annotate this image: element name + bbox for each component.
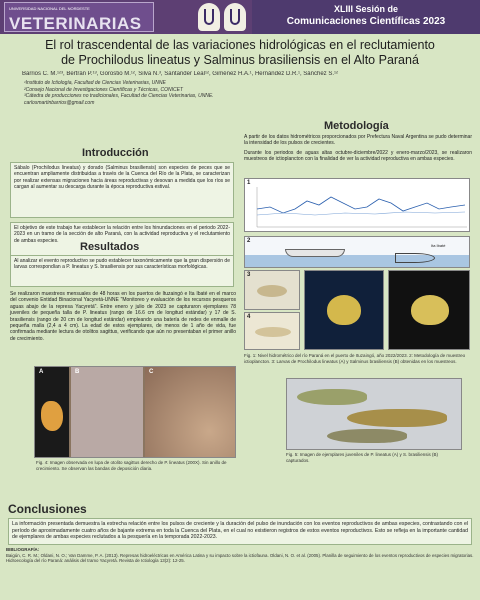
hydrometric-chart (244, 178, 470, 232)
hydrometric-line-chart (245, 179, 470, 232)
sampling-diagram (244, 236, 470, 268)
conclusions-heading: Conclusiones (8, 502, 87, 516)
affiliation-1: ¹Instituto de Ictiología, Facultad de Ciencias Veterinarias, UNNE (24, 80, 166, 86)
references (6, 547, 474, 564)
session-banner (252, 0, 480, 34)
methods-paragraph-2: Durante los periodos de aguas altas octubre-diciembre/2022 y enero-marzo/2023, se realizaron muestreos de ictioplancton con la finalidad de ver la actividad reproductiva en ambas especies. (244, 150, 472, 163)
fish-icon (297, 389, 367, 405)
results-paragraph-2: Se realizaron muestreos mensuales de 48 horas en los puertos de Ituzaingó e Ita Ibaté en el marco del convenio Entidad Binacional Yacyretá-UNNE "Monitoreo y evaluación de los recursos pesqueros aguas abajo de la represa Yacyretá". Entre enero y julio de 2023 se capturaron ejemplares 78 juveniles de pequeña talla de P. lineatus (rango de 16.6 cm de longitud estándar) y 17 de S. brasiliensis (rango de 20 cm de longitud estándar) empleando una batería de redes de enmalle de pequeña malla (2,4 a 4 cm). La edad de estos ejemplares, de menos de 1 año de vida, fue confirmada mediante lectura de otolitos sagittus, verificando que aún no presentaban el primer anillo de crecimiento. (10, 291, 236, 342)
methods-heading: Metodología (324, 120, 389, 132)
methods-caption: Fig. 1: Nivel hidrométrico del río Paraná en el puerto de Ituzaingó, año 2022/2023. 2: Metodología de muestreo ictioplancton. 3: Larvas de Prochilodus lineatus (A) y Salminus brasiliensis (B) obtenidas en los muestreos. (244, 353, 466, 364)
intro-paragraph-2: El objetivo de este trabajo fue establecer la relación entre los hinundaciones en el periodo 2022-2023 en un tramo de la sección de alto Paraná, con la actividad reproductiva y el reclutamiento de ambas especies. (10, 222, 234, 258)
panel-label: 2 (247, 238, 251, 244)
panel-label: A (39, 369, 44, 375)
title-line-1: El rol trascendental de las variaciones hidrológicas en el reclutamiento (45, 38, 435, 52)
conclusions-box (8, 518, 472, 545)
unne-emblem-icon (198, 3, 220, 31)
title-line-2: de Prochilodus lineatus y Salminus brasiliensis en el Alto Paraná (61, 53, 419, 67)
fish-icon (347, 409, 447, 427)
methods-paragraph-1: A partir de los datos hidrométricos proporcionados por Prefectura Naval Argentina se pudo determinar la intensidad de los pulsos de crecientes. (244, 134, 472, 147)
authors: Barrios C. M.¹²³, Bertrán P.¹³, Gorostio M.¹², Silva N.³, Santander Leal¹², Giménez H.A.¹, Hernández D.R.¹, Sánchez S.¹² (22, 71, 338, 77)
river-water (245, 255, 470, 268)
session-name: Comunicaciones Científicas 2023 (286, 16, 446, 27)
affiliations (24, 80, 214, 106)
session-number: XLIII Sesión de (333, 4, 398, 14)
intro-heading: Introducción (82, 147, 149, 159)
otolith-figure (34, 366, 236, 458)
larva-photo-b (304, 270, 384, 350)
faculty-wordmark: VETERINARIAS (9, 14, 142, 33)
references-heading: BIBLIOGRAFÍA: (6, 547, 40, 552)
fish-caption: Fig. 5: Imagen de ejemplares juveniles de P. lineatus (A) y S. brasiliensis (B) capturados. (286, 452, 438, 463)
larva-photo-d (388, 270, 470, 350)
faculty-logo (4, 2, 154, 32)
references-text: Baigún, C. R. M.; Oldani, N. O.; Van Damme, P. A. (2013). Represas hidroeléctricas en América Latina y su impacto sobre la ictiofauna. Oldani, N. O. et al. (2005). Planilla de seguimiento de los eventos reproductivos de especies migratorias. Hidroecología del río Paraná: análisis del tramo Yacyretá. Revista de Ictiología 13(2): 12-25. (6, 552, 474, 564)
fish-photo (286, 378, 462, 450)
otolith-image (41, 401, 63, 431)
panel-label: C (149, 369, 154, 375)
affiliation-2: ²Consejo Nacional de Investigaciones Científicas y Técnicas, CONICET (24, 86, 183, 93)
panel-label: 4 (247, 314, 251, 320)
panel-label: 3 (247, 272, 251, 278)
university-name: UNIVERSIDAD NACIONAL DEL NORDESTE (9, 6, 90, 11)
intro-paragraph-1: Sábalo (Prochilodus lineatus) y dorado (Salminus brasiliensis) son especies de peces que se encuentran ampliamente distribuidas a través de la Cuenca del Río de la Plata, se caracterizan por realizar extensas migraciones hacia áreas reproductivas y desovan a medida que los ríos se cargan al aumentar su descarga durante la época reproductiva estival. (10, 162, 234, 218)
shield-icon (224, 3, 246, 31)
larva-photo-a (244, 270, 300, 310)
boat-icon (285, 249, 345, 257)
results-heading: Resultados (80, 241, 140, 253)
contact-email: carlosmartinbarrios@gmail.com (24, 99, 95, 106)
panel-label: 1 (247, 180, 251, 186)
larva-photo-c (244, 312, 300, 350)
poster-title (6, 38, 474, 68)
plankton-net-icon (395, 253, 435, 263)
results-paragraph-1: Al analizar el evento reproductivo se pudo establecer taxonómicamente que la gran dispersión de larvas correspondían a P. lineatus y S. brasiliensis por sus características morfológicas. (10, 255, 234, 287)
fish-icon (327, 429, 407, 443)
affiliation-3: ³Cátedra de producciones no tradicionales, Facultad de Ciencias Veterinarias, UNNE. (24, 93, 214, 99)
poster-header (0, 0, 480, 34)
otolith-caption: Fig. 4: Imagen observada en lupa de otolito sagittus derecho de P. lineatus (200X). Sin anillo de crecimiento. Se observan las bandas de deposición diaria. (36, 460, 227, 471)
panel-label: B (75, 369, 80, 375)
conclusions-text: La información presentada demuestra la estrecha relación entre los pulsos de creciente y la duración del pulso de inundación con los eventos reproductivos de ambas especies, contrastando con el período de aproximadamente cuatro años de bajante extrema en toda la Cuenca del Plata, en el cual no existieron registros de estos eventos reproductivos. Esto se refleja en la importante cantidad de ejemplares de ambas especies reclutados a la pesquería en la temporada 2022-2023. (12, 521, 468, 540)
river-label: Ita Ibaté (431, 243, 446, 248)
